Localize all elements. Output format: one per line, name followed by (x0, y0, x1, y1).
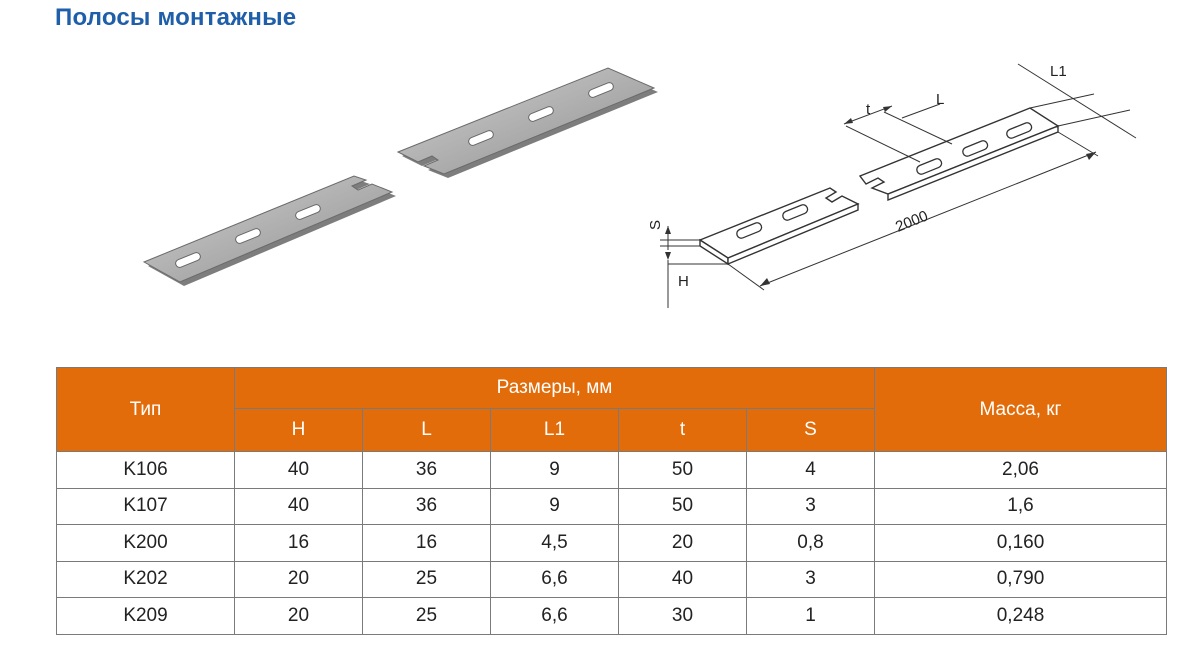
cell-l: 25 (363, 598, 491, 635)
cell-l: 36 (363, 488, 491, 525)
cell-type: K209 (57, 598, 235, 635)
cell-mass: 0,248 (875, 598, 1167, 635)
cell-t: 20 (619, 525, 747, 562)
table-row (57, 452, 1167, 489)
cell-l1: 9 (491, 452, 619, 489)
header-dimensions: Размеры, мм (235, 368, 875, 409)
spec-table (56, 367, 1167, 635)
dim-s-label: S (647, 219, 664, 230)
strip-photo-illustration (130, 60, 670, 300)
cell-s: 4 (747, 452, 875, 489)
dim-l1-label: L1 (1050, 63, 1067, 80)
cell-l1: 4,5 (491, 525, 619, 562)
cell-type: K202 (57, 561, 235, 598)
cell-h: 40 (235, 488, 363, 525)
dim-l-label: L (936, 91, 945, 108)
cell-t: 50 (619, 488, 747, 525)
header-t: t (619, 409, 747, 452)
cell-h: 20 (235, 561, 363, 598)
dim-t-label: t (866, 101, 871, 118)
cell-t: 30 (619, 598, 747, 635)
cell-type: K107 (57, 488, 235, 525)
cell-l: 36 (363, 452, 491, 489)
cell-l: 25 (363, 561, 491, 598)
cell-t: 40 (619, 561, 747, 598)
table-row (57, 525, 1167, 562)
header-h: H (235, 409, 363, 452)
cell-l1: 6,6 (491, 598, 619, 635)
header-l1: L1 (491, 409, 619, 452)
header-s: S (747, 409, 875, 452)
cell-type: K106 (57, 452, 235, 489)
strip-upper (398, 68, 658, 178)
cell-l: 16 (363, 525, 491, 562)
strip-lower (144, 176, 396, 286)
cell-l1: 6,6 (491, 561, 619, 598)
header-type: Тип (57, 368, 235, 452)
cell-h: 40 (235, 452, 363, 489)
dimension-drawing (640, 50, 1160, 320)
cell-mass: 1,6 (875, 488, 1167, 525)
table-row (57, 488, 1167, 525)
dim-length-label: 2000 (893, 207, 931, 236)
dim-h-label: H (678, 273, 689, 290)
header-l: L (363, 409, 491, 452)
page-title: Полосы монтажные (55, 4, 297, 31)
header-mass: Масса, кг (875, 368, 1167, 452)
cell-mass: 2,06 (875, 452, 1167, 489)
cell-mass: 0,160 (875, 525, 1167, 562)
cell-h: 20 (235, 598, 363, 635)
cell-s: 3 (747, 561, 875, 598)
cell-l1: 9 (491, 488, 619, 525)
table-row (57, 598, 1167, 635)
cell-t: 50 (619, 452, 747, 489)
table-row (57, 561, 1167, 598)
cell-h: 16 (235, 525, 363, 562)
cell-s: 1 (747, 598, 875, 635)
cell-type: K200 (57, 525, 235, 562)
cell-mass: 0,790 (875, 561, 1167, 598)
cell-s: 3 (747, 488, 875, 525)
cell-s: 0,8 (747, 525, 875, 562)
